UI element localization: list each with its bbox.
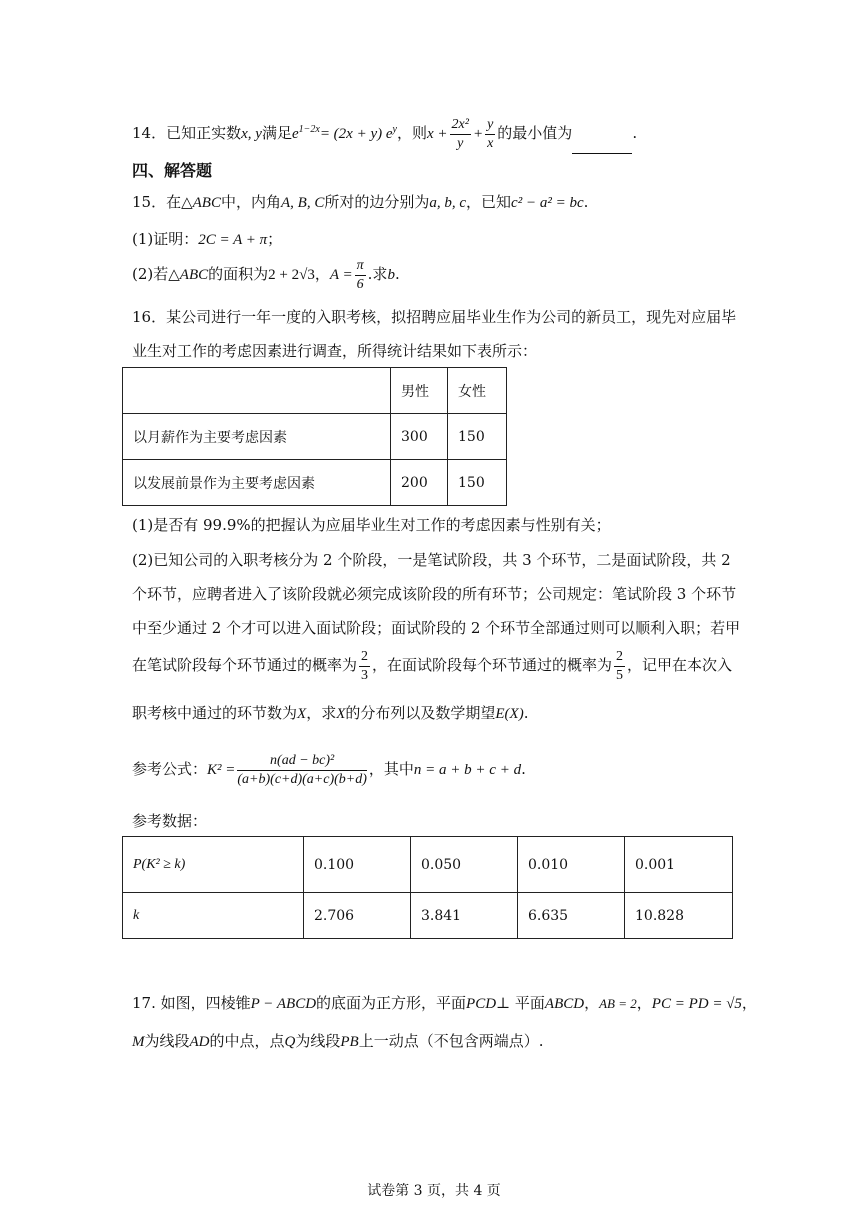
question-15 — [132, 191, 588, 212]
frac-numerator: y — [485, 116, 495, 135]
q16-text: ，记甲在本次入 — [627, 656, 733, 674]
q17-text: ⊥ 平面 — [496, 994, 545, 1012]
q14-plus: + — [472, 126, 484, 142]
table-cell: 10.828 — [625, 893, 733, 939]
q14-text: 的最小值为 — [497, 124, 573, 142]
table-row — [123, 837, 733, 893]
q14-text: 满足 — [261, 124, 292, 142]
table-cell: 150 — [448, 460, 507, 506]
frac-numerator: 2 — [614, 648, 625, 667]
q14-frac2 — [485, 116, 495, 153]
frac-denominator: 3 — [361, 667, 369, 683]
table-cell: 6.635 — [518, 893, 625, 939]
q17-text: ， — [636, 994, 652, 1012]
q17-text: 上一动点（不包含两端点）. — [358, 1032, 544, 1050]
answer-blank[interactable] — [572, 139, 632, 154]
q15-part2 — [132, 254, 400, 294]
q16-line2: 业生对工作的考虑因素进行调查，所得统计结果如下表所示： — [132, 342, 538, 360]
formula-frac — [237, 752, 367, 789]
q16-frac1 — [359, 648, 370, 685]
q17-pcd: PCD — [466, 996, 497, 1012]
q17-ad: AD — [189, 1034, 210, 1050]
table-cell: 200 — [391, 460, 448, 506]
q16-part1: (1)是否有 99.9%的把握认为应届毕业生对工作的考虑因素与性别有关； — [132, 516, 611, 534]
q17-pb: PB — [340, 1034, 359, 1050]
q15-b: b — [387, 267, 395, 283]
q17-pc: PC = PD = √5 — [651, 996, 742, 1012]
table-cell: 3.841 — [411, 893, 518, 939]
q17-text: 的底面为正方形，平面 — [316, 994, 467, 1012]
table-cell: 0.010 — [518, 837, 625, 893]
reference-formula — [132, 747, 526, 791]
q14-eq2: = (2x + y) e — [319, 126, 393, 142]
formula-end: . — [521, 760, 526, 778]
q16-part2-line1: (2)已知公司的入职考核分为 2 个阶段，一是笔试阶段，共 3 个环节，二是面试阶段，共 2 — [132, 551, 731, 569]
q15-eq: c² − a² = bc — [511, 195, 584, 211]
q14-frac1 — [450, 116, 471, 153]
q16-text: ，求 — [306, 704, 337, 722]
table-row — [123, 460, 507, 506]
q16-text: 的分布列以及数学期望 — [345, 704, 496, 722]
q15-text: 在△ — [166, 193, 193, 211]
q15-abc: ABC — [192, 195, 221, 211]
table-cell: 2.706 — [304, 893, 411, 939]
formula-text: ，其中 — [368, 760, 414, 778]
table-cell: P(K² ≥ k) — [123, 837, 304, 893]
table-cell: 0.100 — [304, 837, 411, 893]
table-cell: 男性 — [391, 368, 448, 414]
question-14 — [132, 110, 637, 150]
reference-data-table — [122, 836, 733, 939]
q17-text: 为线段 — [295, 1032, 341, 1050]
q17-text: 为线段 — [144, 1032, 190, 1050]
frac-denominator: (a+b)(c+d)(a+c)(b+d) — [237, 771, 367, 787]
q15-part1-eq: 2C = A + π — [198, 232, 268, 248]
formula-label: 参考公式： — [132, 760, 208, 778]
table-cell: 300 — [391, 414, 448, 460]
table-cell: 以发展前景作为主要考虑因素 — [123, 460, 391, 506]
q14-exp2: y — [392, 124, 397, 135]
q17-text: ， — [741, 994, 757, 1012]
frac-numerator: π — [355, 257, 366, 276]
table-cell: 0.001 — [625, 837, 733, 893]
page-footer: 试卷第 3 页，共 4 页 — [367, 1183, 501, 1199]
table-row — [123, 414, 507, 460]
q14-eq: e — [291, 126, 299, 142]
q17-m: M — [132, 1034, 145, 1050]
q16-part2-line3: 中至少通过 2 个才可以进入面试阶段；面试阶段的 2 个环节全部通过则可以顺利入职；若甲 — [132, 619, 741, 637]
question-number: 15． — [132, 193, 167, 211]
q15-part1 — [132, 228, 282, 249]
q14-end: . — [632, 124, 638, 142]
q14-exp: 1−2x — [298, 124, 320, 135]
frac-denominator: 5 — [616, 667, 624, 683]
q16-EX: E(X) — [495, 706, 524, 722]
q17-text: 的中点，点 — [209, 1032, 285, 1050]
table-cell: k — [123, 893, 304, 939]
q15-text: 的面积为 — [208, 265, 269, 283]
q17-text: ， — [584, 994, 600, 1012]
q16-X: X — [297, 706, 307, 722]
q14-text: 已知正实数 — [166, 124, 242, 142]
question-number: 14． — [132, 124, 167, 142]
q16-frac2 — [614, 648, 625, 685]
table-row — [123, 893, 733, 939]
q15-end: ； — [267, 230, 283, 248]
table-row — [123, 368, 507, 414]
part-label: (2)若△ — [132, 265, 180, 283]
formula-n: n = a + b + c + d — [413, 762, 522, 778]
q15-area: 2 + 2√3 — [268, 267, 315, 283]
table-cell: 女性 — [448, 368, 507, 414]
q15-A: A = — [329, 267, 353, 283]
q15-text: .求 — [367, 265, 388, 283]
section-heading: 四、解答题 — [132, 161, 213, 180]
q17-pyramid: P − ABCD — [250, 996, 317, 1012]
q15-sides: a, b, c — [429, 195, 467, 211]
q16-text: 在笔试阶段每个环节通过的概率为 — [132, 656, 358, 674]
q15-abc: ABC — [179, 267, 209, 283]
q16-part2-line5 — [132, 702, 529, 723]
frac-numerator: 2 — [359, 648, 370, 667]
table-cell: 以月薪作为主要考虑因素 — [123, 414, 391, 460]
q17-ab: AB = 2 — [599, 996, 637, 1011]
frac-denominator: y — [457, 135, 464, 151]
q16-end: . — [523, 704, 529, 722]
frac-denominator: x — [487, 135, 494, 151]
survey-table — [122, 367, 507, 506]
q16-part2-line2: 个环节，应聘者进入了该阶段就必须完成该阶段的所有环节；公司规定：笔试阶段 3 个环节 — [132, 585, 737, 603]
q15-text: ，已知 — [466, 193, 512, 211]
part-label: (1)证明： — [132, 230, 199, 248]
q16-X: X — [336, 706, 346, 722]
question-17 — [132, 992, 757, 1013]
q16-text: ，在面试阶段每个环节通过的概率为 — [372, 656, 613, 674]
q17-line2 — [132, 1030, 544, 1051]
q15-angles: A, B, C — [281, 195, 325, 211]
q17-abcd: ABCD — [544, 996, 585, 1012]
q15-end: . — [394, 265, 400, 283]
q15-text: 所对的边分别为 — [324, 193, 430, 211]
q15-text: 中，内角 — [220, 193, 281, 211]
formula-lhs: K² = — [207, 762, 236, 778]
reference-data-label: 参考数据： — [132, 812, 208, 830]
frac-numerator: 2x² — [450, 116, 471, 135]
frac-denominator: 6 — [356, 276, 364, 292]
q14-expr: x + — [427, 126, 448, 142]
table-cell: 0.050 — [411, 837, 518, 893]
q16-part2-line4 — [132, 645, 732, 685]
q17-q: Q — [284, 1034, 296, 1050]
q14-text: ，则 — [396, 124, 427, 142]
table-cell: 150 — [448, 414, 507, 460]
q15-frac — [355, 257, 366, 294]
table-cell — [123, 368, 391, 414]
q16-line1: 16．某公司进行一年一度的入职考核，拟招聘应届毕业生作为公司的新员工，现先对应届毕 — [132, 308, 737, 326]
q17-text: 17. 如图，四棱锥 — [132, 994, 251, 1012]
q16-text: 职考核中通过的环节数为 — [132, 704, 298, 722]
q15-text: ， — [314, 265, 330, 283]
frac-numerator: n(ad − bc)² — [237, 752, 367, 771]
q15-end: . — [583, 193, 589, 211]
q14-vars: x, y — [241, 126, 262, 142]
